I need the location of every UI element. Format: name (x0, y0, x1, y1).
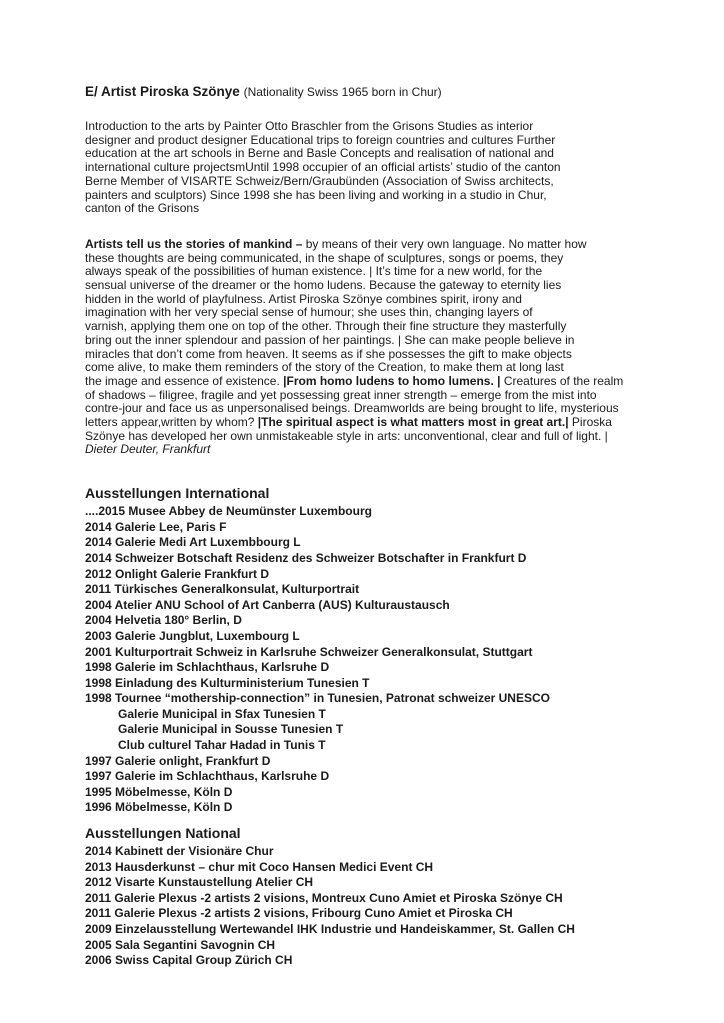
exhibition-item: 2014 Galerie Lee, Paris F (85, 519, 227, 534)
exhibition-item: 2004 Helvetia 180° Berlin, D (85, 613, 242, 628)
text-segment: letters appear,written by whom? (85, 415, 258, 430)
text-segment: bring out the inner splendour and passion of her paintings. | She can make people believe in (85, 332, 575, 347)
paragraph-line (85, 279, 684, 293)
text-segment: these thoughts are being communicated, in the shape of sculptures, songs or poems, they (85, 250, 564, 265)
exhibition-item: 2009 Einzelausstellung Wertewandel IHK Industrie und Handeiskammer, St. Gallen CH (85, 922, 575, 937)
exhibition-list-international (85, 504, 684, 816)
text-segment: contre-jour and face us as unpersonalised beings. Dreamworlds are being brought to life, mysterious (85, 401, 619, 416)
exhibition-item: 2006 Swiss Capital Group Zürich CH (85, 953, 293, 968)
text-segment: the image and essence of existence. (85, 373, 284, 388)
paragraph-line: painters and sculptors) Since 1998 she has been living and working in a studio in Chur, (85, 187, 547, 202)
section-international (85, 485, 684, 816)
exhibition-item: 2011 Galerie Plexus -2 artists 2 visions, Montreux Cuno Amiet et Piroska Szönye CH (85, 890, 563, 905)
text-segment: imagination with her very special sense of humour; she uses thin, changing layers of (85, 305, 533, 320)
paragraph-line (85, 348, 684, 362)
text-segment: come alive, to make them reminders of the story of the Creation, to make them at long last (85, 360, 564, 375)
paragraph-line (85, 416, 684, 430)
paragraph-line (85, 252, 684, 266)
exhibition-item: 2014 Schweizer Botschaft Residenz des Schweizer Botschafter in Frankfurt D (85, 550, 527, 565)
paragraph-line (85, 402, 684, 416)
exhibition-item: ....2015 Musee Abbey de Neumünster Luxembourg (85, 504, 372, 519)
text-segment: Szönye has developed her own unmistakeable style in arts: unconventional, clear and full of light. | (85, 428, 608, 443)
text-segment: by means of their very own language. No matter how (302, 236, 587, 251)
nationality-note: (Nationality Swiss 1965 born in Chur) (243, 85, 442, 99)
exhibition-item: 1997 Galerie im Schlachthaus, Karlsruhe D (85, 769, 330, 784)
exhibition-item: 2011 Galerie Plexus -2 artists 2 visions, Fribourg Cuno Amiet et Piroska CH (85, 906, 513, 921)
paragraph-line: canton of the Grisons (85, 201, 200, 216)
text-segment: Artists tell us the stories of mankind – (85, 236, 303, 251)
intro-paragraph (85, 120, 684, 216)
text-segment: always speak of the possibilities of human existence. | It’s time for a new world, for the (85, 264, 543, 279)
paragraph-line: international culture projectsmUntil 1998 occupier of an official artists’ studio of the canton (85, 160, 561, 175)
exhibition-item: 2001 Kulturportrait Schweiz in Karlsruhe Schweizer Generalkonsulat, Stuttgart (85, 644, 533, 659)
paragraph-line: designer and product designer Educational trips to foreign countries and cultures Further (85, 132, 556, 147)
paragraph-line (85, 334, 684, 348)
exhibition-item: 2012 Visarte Kunstaustellung Atelier CH (85, 875, 314, 890)
text-segment: |The spiritual aspect is what matters most in great art.| (257, 415, 569, 430)
exhibition-item: 2013 Hausderkunst – chur mit Coco Hansen Medici Event CH (85, 859, 434, 874)
exhibition-item: 1996 Möbelmesse, Köln D (85, 800, 233, 815)
artist-name-title: E/ Artist Piroska Szönye (85, 84, 240, 99)
exhibition-item: 2014 Kabinett der Visionäre Chur (85, 844, 274, 859)
paragraph-line: education at the art schools in Berne and Basle Concepts and realisation of national and (85, 146, 554, 161)
paragraph-line (85, 361, 684, 375)
section-heading-international: Ausstellungen International (85, 485, 270, 502)
exhibition-item: 1998 Einladung des Kulturministerium Tunesien T (85, 675, 370, 690)
exhibition-item: Club culturel Tahar Hadad in Tunis T (118, 738, 326, 753)
paragraph-line (85, 389, 684, 403)
exhibition-item: 2005 Sala Segantini Savognin CH (85, 937, 276, 952)
exhibition-item: 2011 Türkisches Generalkonsulat, Kulturportrait (85, 582, 360, 597)
exhibition-item: 2004 Atelier ANU School of Art Canberra (AUS) Kulturaustausch (85, 597, 450, 612)
exhibition-item: 2012 Onlight Galerie Frankfurt D (85, 566, 270, 581)
paragraph-line (85, 293, 684, 307)
exhibition-list-national (85, 844, 684, 969)
text-segment: Piroska (568, 415, 612, 430)
exhibition-item: Galerie Municipal in Sfax Tunesien T (118, 706, 326, 721)
text-segment: |From homo ludens to homo lumens. | (283, 373, 501, 388)
exhibition-item: 1995 Möbelmesse, Köln D (85, 784, 233, 799)
exhibition-item: Galerie Municipal in Sousse Tunesien T (118, 722, 344, 737)
paragraph-line (85, 443, 684, 457)
section-national (85, 825, 684, 969)
paragraph-line (85, 375, 684, 389)
text-segment: varnish, applying them one on top of the other. Through their fine structure they masterfully (85, 319, 567, 334)
page-title (85, 84, 684, 100)
paragraph-line (85, 238, 684, 252)
text-segment: hidden in the world of playfulness. Artist Piroska Szönye combines spirit, irony and (85, 291, 522, 306)
exhibition-item: 2003 Galerie Jungblut, Luxembourg L (85, 628, 300, 643)
essay-paragraph (85, 238, 684, 457)
text-segment: miracles that don’t come from heaven. It seems as if she possesses the gift to make objects (85, 346, 572, 361)
paragraph-line: Introduction to the arts by Painter Otto Braschler from the Grisons Studies as interior (85, 119, 534, 133)
paragraph-line (85, 265, 684, 279)
exhibition-item: 2014 Galerie Medi Art Luxembbourg L (85, 535, 301, 550)
text-segment: Creatures of the realm (500, 373, 624, 388)
paragraph-line (85, 430, 684, 444)
exhibition-item: 1998 Galerie im Schlachthaus, Karlsruhe D (85, 660, 330, 675)
paragraph-line (85, 320, 684, 334)
section-heading-national: Ausstellungen National (85, 825, 241, 842)
text-segment: of shadows – filigree, fragile and yet possessing great inner strength – emerge from the mist into (85, 387, 597, 402)
paragraph-line: Berne Member of VISARTE Schweiz/Bern/Graubünden (Association of Swiss architects, (85, 173, 554, 188)
text-segment: Dieter Deuter, Frankfurt (85, 442, 211, 457)
exhibition-item: 1997 Galerie onlight, Frankfurt D (85, 753, 271, 768)
text-segment: sensual universe of the dreamer or the homo ludens. Because the gateway to eternity lies (85, 278, 562, 293)
exhibition-item: 1998 Tournee “mothership-connection” in Tunesien, Patronat schweizer UNESCO (85, 691, 550, 706)
paragraph-line (85, 306, 684, 320)
